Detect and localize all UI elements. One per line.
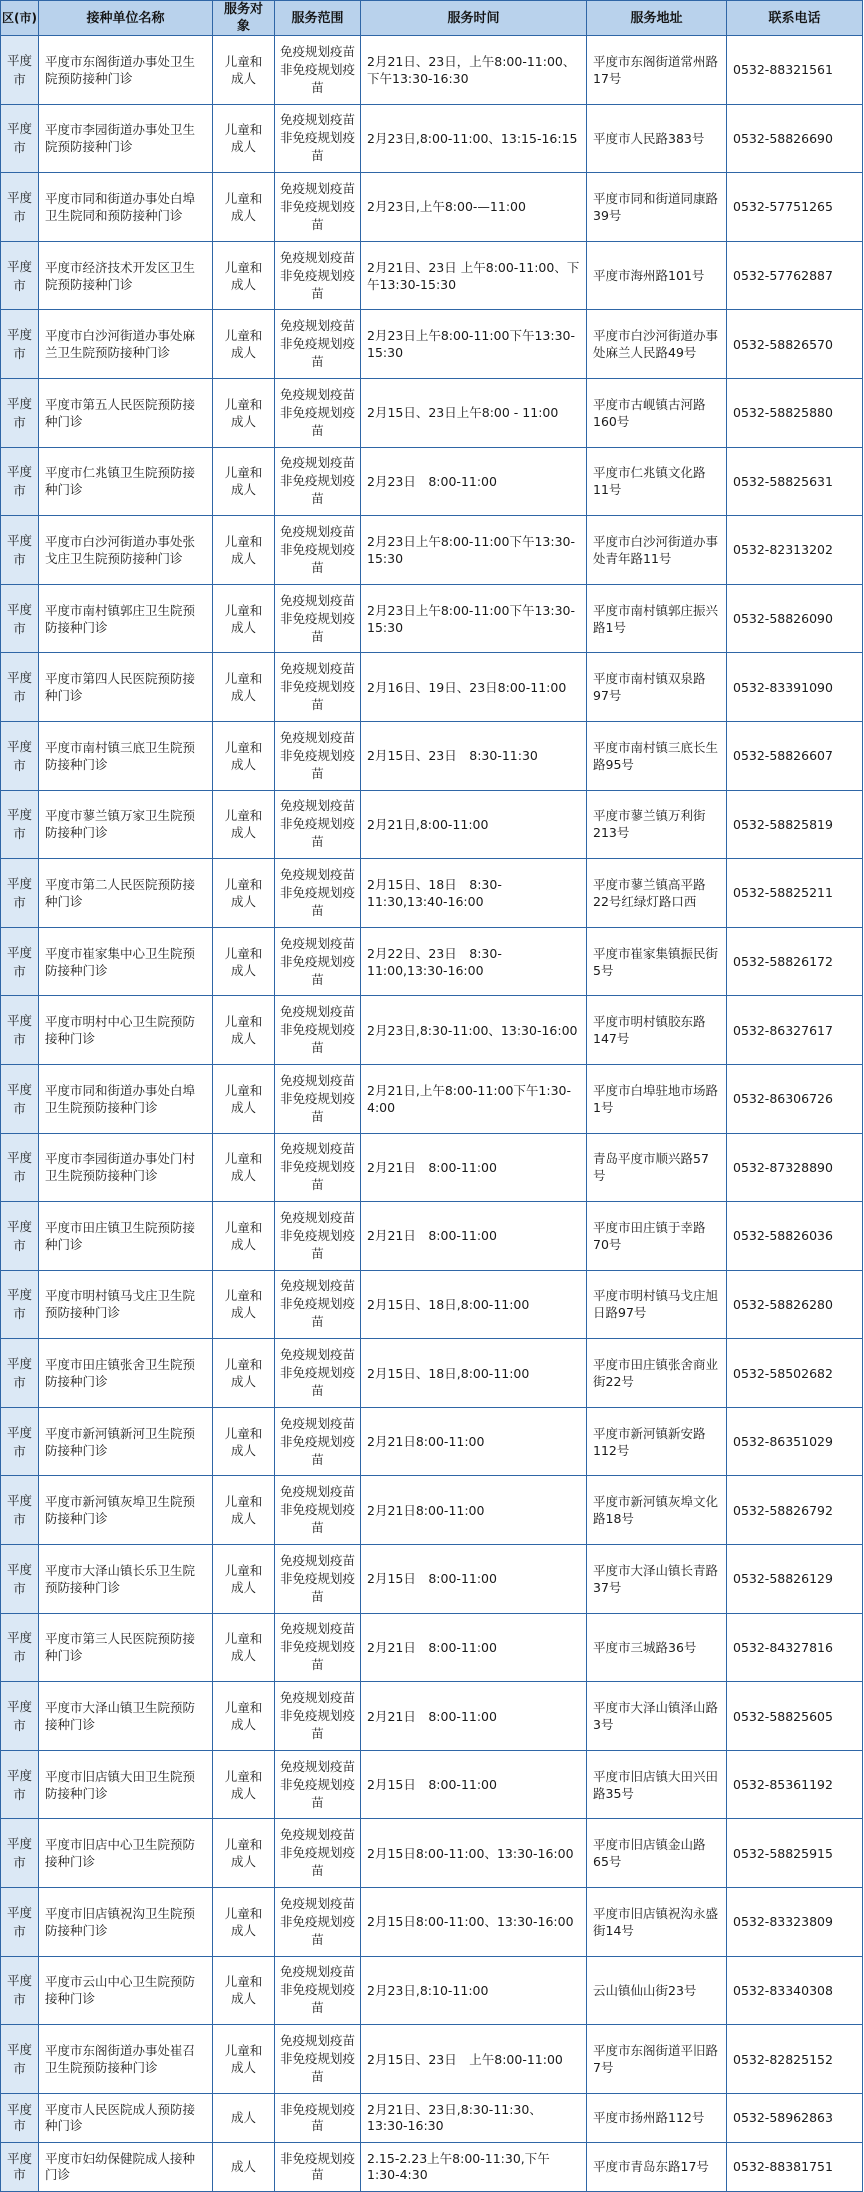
table-row bbox=[1, 790, 863, 859]
table-row bbox=[1, 378, 863, 447]
phone-cell: 0532-58825605 bbox=[727, 1682, 863, 1751]
district-cell: 平度市 bbox=[1, 1064, 39, 1133]
scope-cell: 免疫规划疫苗非免疫规划疫苗 bbox=[275, 378, 361, 447]
scope-cell: 免疫规划疫苗非免疫规划疫苗 bbox=[275, 310, 361, 379]
district-cell: 平度市 bbox=[1, 1270, 39, 1339]
address-cell: 平度市南村镇双泉路97号 bbox=[587, 653, 727, 722]
time-cell: 2月21日 8:00-11:00 bbox=[361, 1613, 587, 1682]
site-name-cell: 平度市第二人民医院预防接种门诊 bbox=[39, 859, 213, 928]
phone-cell: 0532-58825211 bbox=[727, 859, 863, 928]
table-row bbox=[1, 1270, 863, 1339]
target-cell: 儿童和成人 bbox=[213, 36, 275, 105]
table-row bbox=[1, 1545, 863, 1614]
target-cell: 儿童和成人 bbox=[213, 1682, 275, 1751]
table-header-row bbox=[1, 1, 863, 36]
target-cell: 儿童和成人 bbox=[213, 1956, 275, 2025]
target-cell: 儿童和成人 bbox=[213, 1888, 275, 1957]
address-cell: 平度市蓼兰镇高平路22号红绿灯路口西 bbox=[587, 859, 727, 928]
target-cell: 儿童和成人 bbox=[213, 1613, 275, 1682]
district-cell: 平度市 bbox=[1, 2093, 39, 2142]
target-cell: 儿童和成人 bbox=[213, 378, 275, 447]
phone-cell: 0532-85361192 bbox=[727, 1750, 863, 1819]
address-cell: 平度市大泽山镇泽山路3号 bbox=[587, 1682, 727, 1751]
district-cell: 平度市 bbox=[1, 927, 39, 996]
district-cell: 平度市 bbox=[1, 859, 39, 928]
site-name-cell: 平度市明村镇马戈庄卫生院预防接种门诊 bbox=[39, 1270, 213, 1339]
site-name-cell: 平度市经济技术开发区卫生院预防接种门诊 bbox=[39, 241, 213, 310]
district-cell: 平度市 bbox=[1, 790, 39, 859]
site-name-cell: 平度市白沙河街道办事处张戈庄卫生院预防接种门诊 bbox=[39, 516, 213, 585]
address-cell: 平度市新河镇新安路112号 bbox=[587, 1407, 727, 1476]
time-cell: 2月22日、23日 8:30-11:00,13:30-16:00 bbox=[361, 927, 587, 996]
site-name-cell: 平度市蓼兰镇万家卫生院预防接种门诊 bbox=[39, 790, 213, 859]
district-cell: 平度市 bbox=[1, 584, 39, 653]
scope-cell: 免疫规划疫苗非免疫规划疫苗 bbox=[275, 584, 361, 653]
time-cell: 2月21日,上午8:00-11:00下午1:30-4:00 bbox=[361, 1064, 587, 1133]
scope-cell: 免疫规划疫苗非免疫规划疫苗 bbox=[275, 790, 361, 859]
scope-cell: 免疫规划疫苗非免疫规划疫苗 bbox=[275, 1888, 361, 1957]
target-cell: 儿童和成人 bbox=[213, 721, 275, 790]
time-cell: 2月15日 8:00-11:00 bbox=[361, 1545, 587, 1614]
district-cell: 平度市 bbox=[1, 1476, 39, 1545]
table-row bbox=[1, 2093, 863, 2142]
site-name-cell: 平度市旧店镇大田卫生院预防接种门诊 bbox=[39, 1750, 213, 1819]
scope-cell: 非免疫规划疫苗 bbox=[275, 2093, 361, 2142]
site-name-cell: 平度市大泽山镇卫生院预防接种门诊 bbox=[39, 1682, 213, 1751]
time-cell: 2月23日,8:00-11:00、13:15-16:15 bbox=[361, 104, 587, 173]
time-cell: 2月21日、23日，上午8:00-11:00、下午13:30-16:30 bbox=[361, 36, 587, 105]
target-cell: 儿童和成人 bbox=[213, 1064, 275, 1133]
district-cell: 平度市 bbox=[1, 1339, 39, 1408]
time-cell: 2月23日,上午8:00-—11:00 bbox=[361, 173, 587, 242]
time-cell: 2月23日 8:00-11:00 bbox=[361, 447, 587, 516]
target-cell: 儿童和成人 bbox=[213, 173, 275, 242]
district-cell: 平度市 bbox=[1, 104, 39, 173]
table-row bbox=[1, 447, 863, 516]
address-cell: 平度市旧店镇大田兴田路35号 bbox=[587, 1750, 727, 1819]
phone-cell: 0532-83391090 bbox=[727, 653, 863, 722]
phone-cell: 0532-83323809 bbox=[727, 1888, 863, 1957]
district-cell: 平度市 bbox=[1, 996, 39, 1065]
site-name-cell: 平度市新河镇新河卫生院预防接种门诊 bbox=[39, 1407, 213, 1476]
district-cell: 平度市 bbox=[1, 2142, 39, 2191]
target-cell: 儿童和成人 bbox=[213, 1339, 275, 1408]
scope-cell: 免疫规划疫苗非免疫规划疫苗 bbox=[275, 241, 361, 310]
target-cell: 儿童和成人 bbox=[213, 104, 275, 173]
address-cell: 平度市南村镇三底长生路95号 bbox=[587, 721, 727, 790]
address-cell: 平度市白沙河街道办事处麻兰人民路49号 bbox=[587, 310, 727, 379]
site-name-cell: 平度市同和街道办事处白埠卫生院预防接种门诊 bbox=[39, 1064, 213, 1133]
site-name-cell: 平度市李园街道办事处门村卫生院预防接种门诊 bbox=[39, 1133, 213, 1202]
target-cell: 儿童和成人 bbox=[213, 1407, 275, 1476]
target-cell: 儿童和成人 bbox=[213, 241, 275, 310]
phone-cell: 0532-57751265 bbox=[727, 173, 863, 242]
scope-cell: 免疫规划疫苗非免疫规划疫苗 bbox=[275, 1407, 361, 1476]
district-cell: 平度市 bbox=[1, 173, 39, 242]
site-name-cell: 平度市第五人民医院预防接种门诊 bbox=[39, 378, 213, 447]
table-row bbox=[1, 2142, 863, 2191]
address-cell: 平度市田庄镇张舍商业街22号 bbox=[587, 1339, 727, 1408]
target-cell: 儿童和成人 bbox=[213, 1202, 275, 1271]
phone-cell: 0532-82313202 bbox=[727, 516, 863, 585]
time-cell: 2月15日、23日 8:30-11:30 bbox=[361, 721, 587, 790]
address-cell: 平度市南村镇郭庄振兴路1号 bbox=[587, 584, 727, 653]
table-row bbox=[1, 1476, 863, 1545]
scope-cell: 免疫规划疫苗非免疫规划疫苗 bbox=[275, 721, 361, 790]
phone-cell: 0532-58825915 bbox=[727, 1819, 863, 1888]
phone-cell: 0532-87328890 bbox=[727, 1133, 863, 1202]
time-cell: 2月15日8:00-11:00、13:30-16:00 bbox=[361, 1888, 587, 1957]
district-cell: 平度市 bbox=[1, 1819, 39, 1888]
header-target: 服务对象 bbox=[213, 1, 275, 36]
table-row bbox=[1, 996, 863, 1065]
table-row bbox=[1, 2025, 863, 2094]
target-cell: 儿童和成人 bbox=[213, 447, 275, 516]
scope-cell: 免疫规划疫苗非免疫规划疫苗 bbox=[275, 516, 361, 585]
scope-cell: 免疫规划疫苗非免疫规划疫苗 bbox=[275, 1613, 361, 1682]
phone-cell: 0532-58502682 bbox=[727, 1339, 863, 1408]
site-name-cell: 平度市东阁街道办事处崔召卫生院预防接种门诊 bbox=[39, 2025, 213, 2094]
site-name-cell: 平度市同和街道办事处白埠卫生院同和预防接种门诊 bbox=[39, 173, 213, 242]
time-cell: 2月15日、18日 8:30-11:30,13:40-16:00 bbox=[361, 859, 587, 928]
table-row bbox=[1, 653, 863, 722]
time-cell: 2月15日、18日,8:00-11:00 bbox=[361, 1339, 587, 1408]
table-row bbox=[1, 927, 863, 996]
scope-cell: 非免疫规划疫苗 bbox=[275, 2142, 361, 2191]
phone-cell: 0532-58825631 bbox=[727, 447, 863, 516]
time-cell: 2月23日,8:10-11:00 bbox=[361, 1956, 587, 2025]
target-cell: 儿童和成人 bbox=[213, 927, 275, 996]
time-cell: 2月21日8:00-11:00 bbox=[361, 1476, 587, 1545]
time-cell: 2月21日 8:00-11:00 bbox=[361, 1133, 587, 1202]
address-cell: 平度市白埠驻地市场路1号 bbox=[587, 1064, 727, 1133]
target-cell: 儿童和成人 bbox=[213, 790, 275, 859]
time-cell: 2月15日 8:00-11:00 bbox=[361, 1750, 587, 1819]
table-row bbox=[1, 859, 863, 928]
table-row bbox=[1, 241, 863, 310]
time-cell: 2月23日上午8:00-11:00下午13:30-15:30 bbox=[361, 516, 587, 585]
target-cell: 儿童和成人 bbox=[213, 1133, 275, 1202]
table-row bbox=[1, 173, 863, 242]
address-cell: 平度市蓼兰镇万利街213号 bbox=[587, 790, 727, 859]
address-cell: 云山镇仙山街23号 bbox=[587, 1956, 727, 2025]
scope-cell: 免疫规划疫苗非免疫规划疫苗 bbox=[275, 1133, 361, 1202]
phone-cell: 0532-58826090 bbox=[727, 584, 863, 653]
time-cell: 2月15日8:00-11:00、13:30-16:00 bbox=[361, 1819, 587, 1888]
site-name-cell: 平度市明村中心卫生院预防接种门诊 bbox=[39, 996, 213, 1065]
header-district: 区(市) bbox=[1, 1, 39, 36]
phone-cell: 0532-58826570 bbox=[727, 310, 863, 379]
time-cell: 2月21日,8:00-11:00 bbox=[361, 790, 587, 859]
time-cell: 2月21日、23日,8:30-11:30、13:30-16:30 bbox=[361, 2093, 587, 2142]
header-scope: 服务范围 bbox=[275, 1, 361, 36]
site-name-cell: 平度市东阁街道办事处卫生院预防接种门诊 bbox=[39, 36, 213, 105]
target-cell: 儿童和成人 bbox=[213, 1545, 275, 1614]
time-cell: 2月21日、23日 上午8:00-11:00、下午13:30-15:30 bbox=[361, 241, 587, 310]
target-cell: 儿童和成人 bbox=[213, 1476, 275, 1545]
district-cell: 平度市 bbox=[1, 1407, 39, 1476]
district-cell: 平度市 bbox=[1, 447, 39, 516]
address-cell: 平度市旧店镇金山路65号 bbox=[587, 1819, 727, 1888]
district-cell: 平度市 bbox=[1, 2025, 39, 2094]
district-cell: 平度市 bbox=[1, 1750, 39, 1819]
time-cell: 2.15-2.23上午8:00-11:30,下午1:30-4:30 bbox=[361, 2142, 587, 2191]
table-row bbox=[1, 1407, 863, 1476]
address-cell: 平度市海州路101号 bbox=[587, 241, 727, 310]
scope-cell: 免疫规划疫苗非免疫规划疫苗 bbox=[275, 1476, 361, 1545]
district-cell: 平度市 bbox=[1, 1545, 39, 1614]
district-cell: 平度市 bbox=[1, 653, 39, 722]
table-row bbox=[1, 1682, 863, 1751]
phone-cell: 0532-84327816 bbox=[727, 1613, 863, 1682]
address-cell: 平度市大泽山镇长青路37号 bbox=[587, 1545, 727, 1614]
header-phone: 联系电话 bbox=[727, 1, 863, 36]
site-name-cell: 平度市第四人民医院预防接种门诊 bbox=[39, 653, 213, 722]
header-time: 服务时间 bbox=[361, 1, 587, 36]
scope-cell: 免疫规划疫苗非免疫规划疫苗 bbox=[275, 996, 361, 1065]
district-cell: 平度市 bbox=[1, 1956, 39, 2025]
phone-cell: 0532-83340308 bbox=[727, 1956, 863, 2025]
site-name-cell: 平度市田庄镇张舍卫生院预防接种门诊 bbox=[39, 1339, 213, 1408]
district-cell: 平度市 bbox=[1, 516, 39, 585]
phone-cell: 0532-88381751 bbox=[727, 2142, 863, 2191]
target-cell: 成人 bbox=[213, 2142, 275, 2191]
district-cell: 平度市 bbox=[1, 1613, 39, 1682]
phone-cell: 0532-86327617 bbox=[727, 996, 863, 1065]
target-cell: 儿童和成人 bbox=[213, 2025, 275, 2094]
table-row bbox=[1, 1339, 863, 1408]
header-address: 服务地址 bbox=[587, 1, 727, 36]
target-cell: 儿童和成人 bbox=[213, 584, 275, 653]
time-cell: 2月23日上午8:00-11:00下午13:30-15:30 bbox=[361, 310, 587, 379]
phone-cell: 0532-58962863 bbox=[727, 2093, 863, 2142]
site-name-cell: 平度市人民医院成人预防接种门诊 bbox=[39, 2093, 213, 2142]
scope-cell: 免疫规划疫苗非免疫规划疫苗 bbox=[275, 104, 361, 173]
address-cell: 平度市东阁街道常州路17号 bbox=[587, 36, 727, 105]
table-row bbox=[1, 584, 863, 653]
site-name-cell: 平度市大泽山镇长乐卫生院预防接种门诊 bbox=[39, 1545, 213, 1614]
target-cell: 儿童和成人 bbox=[213, 1750, 275, 1819]
site-name-cell: 平度市妇幼保健院成人接种门诊 bbox=[39, 2142, 213, 2191]
address-cell: 平度市崔家集镇振民街5号 bbox=[587, 927, 727, 996]
scope-cell: 免疫规划疫苗非免疫规划疫苗 bbox=[275, 1202, 361, 1271]
address-cell: 平度市田庄镇于幸路70号 bbox=[587, 1202, 727, 1271]
scope-cell: 免疫规划疫苗非免疫规划疫苗 bbox=[275, 1819, 361, 1888]
scope-cell: 免疫规划疫苗非免疫规划疫苗 bbox=[275, 927, 361, 996]
address-cell: 平度市人民路383号 bbox=[587, 104, 727, 173]
district-cell: 平度市 bbox=[1, 1133, 39, 1202]
time-cell: 2月16日、19日、23日8:00-11:00 bbox=[361, 653, 587, 722]
target-cell: 儿童和成人 bbox=[213, 310, 275, 379]
time-cell: 2月15日、18日,8:00-11:00 bbox=[361, 1270, 587, 1339]
district-cell: 平度市 bbox=[1, 721, 39, 790]
phone-cell: 0532-58826129 bbox=[727, 1545, 863, 1614]
table-row bbox=[1, 1750, 863, 1819]
address-cell: 平度市三城路36号 bbox=[587, 1613, 727, 1682]
phone-cell: 0532-58826607 bbox=[727, 721, 863, 790]
scope-cell: 免疫规划疫苗非免疫规划疫苗 bbox=[275, 1270, 361, 1339]
time-cell: 2月21日 8:00-11:00 bbox=[361, 1202, 587, 1271]
phone-cell: 0532-58826792 bbox=[727, 1476, 863, 1545]
address-cell: 平度市青岛东路17号 bbox=[587, 2142, 727, 2191]
phone-cell: 0532-58826172 bbox=[727, 927, 863, 996]
table-row bbox=[1, 310, 863, 379]
time-cell: 2月15日、23日 上午8:00-11:00 bbox=[361, 2025, 587, 2094]
table-row bbox=[1, 1202, 863, 1271]
target-cell: 儿童和成人 bbox=[213, 653, 275, 722]
site-name-cell: 平度市南村镇郭庄卫生院预防接种门诊 bbox=[39, 584, 213, 653]
district-cell: 平度市 bbox=[1, 1202, 39, 1271]
table-row bbox=[1, 104, 863, 173]
time-cell: 2月15日、23日上午8:00 - 11:00 bbox=[361, 378, 587, 447]
site-name-cell: 平度市李园街道办事处卫生院预防接种门诊 bbox=[39, 104, 213, 173]
scope-cell: 免疫规划疫苗非免疫规划疫苗 bbox=[275, 36, 361, 105]
scope-cell: 免疫规划疫苗非免疫规划疫苗 bbox=[275, 1750, 361, 1819]
phone-cell: 0532-86306726 bbox=[727, 1064, 863, 1133]
scope-cell: 免疫规划疫苗非免疫规划疫苗 bbox=[275, 1339, 361, 1408]
target-cell: 成人 bbox=[213, 2093, 275, 2142]
target-cell: 儿童和成人 bbox=[213, 859, 275, 928]
site-name-cell: 平度市云山中心卫生院预防接种门诊 bbox=[39, 1956, 213, 2025]
phone-cell: 0532-58826690 bbox=[727, 104, 863, 173]
site-name-cell: 平度市第三人民医院预防接种门诊 bbox=[39, 1613, 213, 1682]
district-cell: 平度市 bbox=[1, 1888, 39, 1957]
site-name-cell: 平度市南村镇三底卫生院预防接种门诊 bbox=[39, 721, 213, 790]
phone-cell: 0532-57762887 bbox=[727, 241, 863, 310]
site-name-cell: 平度市田庄镇卫生院预防接种门诊 bbox=[39, 1202, 213, 1271]
address-cell: 平度市同和街道同康路39号 bbox=[587, 173, 727, 242]
table-row bbox=[1, 1133, 863, 1202]
scope-cell: 免疫规划疫苗非免疫规划疫苗 bbox=[275, 653, 361, 722]
target-cell: 儿童和成人 bbox=[213, 1819, 275, 1888]
phone-cell: 0532-58825819 bbox=[727, 790, 863, 859]
time-cell: 2月21日 8:00-11:00 bbox=[361, 1682, 587, 1751]
phone-cell: 0532-82825152 bbox=[727, 2025, 863, 2094]
district-cell: 平度市 bbox=[1, 36, 39, 105]
address-cell: 平度市明村镇胶东路147号 bbox=[587, 996, 727, 1065]
target-cell: 儿童和成人 bbox=[213, 516, 275, 585]
address-cell: 平度市古岘镇古河路160号 bbox=[587, 378, 727, 447]
address-cell: 青岛平度市顺兴路57号 bbox=[587, 1133, 727, 1202]
address-cell: 平度市东阁街道平旧路7号 bbox=[587, 2025, 727, 2094]
address-cell: 平度市白沙河街道办事处青年路11号 bbox=[587, 516, 727, 585]
district-cell: 平度市 bbox=[1, 310, 39, 379]
phone-cell: 0532-58826280 bbox=[727, 1270, 863, 1339]
address-cell: 平度市明村镇马戈庄旭日路97号 bbox=[587, 1270, 727, 1339]
table-row bbox=[1, 36, 863, 105]
scope-cell: 免疫规划疫苗非免疫规划疫苗 bbox=[275, 1545, 361, 1614]
site-name-cell: 平度市崔家集中心卫生院预防接种门诊 bbox=[39, 927, 213, 996]
target-cell: 儿童和成人 bbox=[213, 996, 275, 1065]
table-row bbox=[1, 1819, 863, 1888]
site-name-cell: 平度市旧店中心卫生院预防接种门诊 bbox=[39, 1819, 213, 1888]
scope-cell: 免疫规划疫苗非免疫规划疫苗 bbox=[275, 447, 361, 516]
district-cell: 平度市 bbox=[1, 378, 39, 447]
address-cell: 平度市扬州路112号 bbox=[587, 2093, 727, 2142]
address-cell: 平度市旧店镇祝沟永盛街14号 bbox=[587, 1888, 727, 1957]
header-site-name: 接种单位名称 bbox=[39, 1, 213, 36]
address-cell: 平度市仁兆镇文化路11号 bbox=[587, 447, 727, 516]
table-row bbox=[1, 721, 863, 790]
address-cell: 平度市新河镇灰埠文化路18号 bbox=[587, 1476, 727, 1545]
time-cell: 2月23日上午8:00-11:00下午13:30-15:30 bbox=[361, 584, 587, 653]
scope-cell: 免疫规划疫苗非免疫规划疫苗 bbox=[275, 173, 361, 242]
phone-cell: 0532-58825880 bbox=[727, 378, 863, 447]
scope-cell: 免疫规划疫苗非免疫规划疫苗 bbox=[275, 2025, 361, 2094]
phone-cell: 0532-86351029 bbox=[727, 1407, 863, 1476]
phone-cell: 0532-88321561 bbox=[727, 36, 863, 105]
scope-cell: 免疫规划疫苗非免疫规划疫苗 bbox=[275, 1956, 361, 2025]
time-cell: 2月23日,8:30-11:00、13:30-16:00 bbox=[361, 996, 587, 1065]
scope-cell: 免疫规划疫苗非免疫规划疫苗 bbox=[275, 859, 361, 928]
table-row bbox=[1, 516, 863, 585]
table-row bbox=[1, 1956, 863, 2025]
district-cell: 平度市 bbox=[1, 1682, 39, 1751]
phone-cell: 0532-58826036 bbox=[727, 1202, 863, 1271]
site-name-cell: 平度市旧店镇祝沟卫生院预防接种门诊 bbox=[39, 1888, 213, 1957]
scope-cell: 免疫规划疫苗非免疫规划疫苗 bbox=[275, 1682, 361, 1751]
site-name-cell: 平度市白沙河街道办事处麻兰卫生院预防接种门诊 bbox=[39, 310, 213, 379]
scope-cell: 免疫规划疫苗非免疫规划疫苗 bbox=[275, 1064, 361, 1133]
district-cell: 平度市 bbox=[1, 241, 39, 310]
table-row bbox=[1, 1064, 863, 1133]
table-row bbox=[1, 1888, 863, 1957]
target-cell: 儿童和成人 bbox=[213, 1270, 275, 1339]
site-name-cell: 平度市新河镇灰埠卫生院预防接种门诊 bbox=[39, 1476, 213, 1545]
time-cell: 2月21日8:00-11:00 bbox=[361, 1407, 587, 1476]
site-name-cell: 平度市仁兆镇卫生院预防接种门诊 bbox=[39, 447, 213, 516]
table-row bbox=[1, 1613, 863, 1682]
